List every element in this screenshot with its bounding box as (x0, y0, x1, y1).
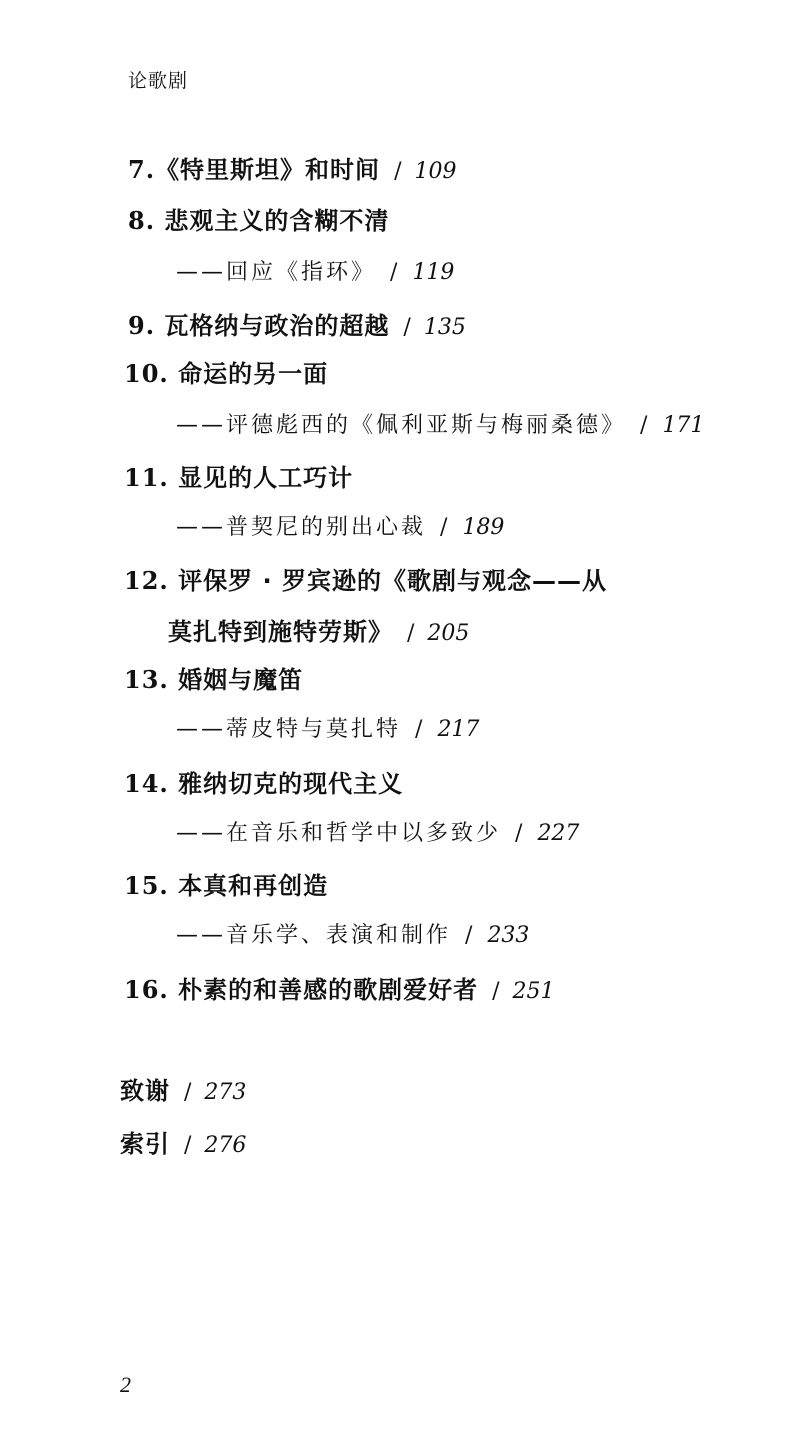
toc-entry-index[interactable] (120, 1124, 246, 1159)
toc-page-number: 251 (512, 979, 555, 1004)
toc-entry-10[interactable] (124, 354, 328, 389)
toc-title: 悲观主义的含糊不清 (164, 207, 390, 235)
toc-title: 命运的另一面 (178, 360, 329, 388)
toc-separator: / (390, 260, 401, 285)
toc-subentry-11[interactable] (176, 510, 504, 541)
toc-entry-12-continued[interactable] (168, 612, 469, 647)
toc-subtitle: ——回应《指环》 (176, 260, 377, 285)
toc-page-number: 276 (204, 1133, 247, 1158)
toc-separator: / (394, 159, 403, 184)
toc-page-number: 273 (204, 1080, 247, 1105)
toc-separator: / (407, 621, 416, 646)
toc-subentry-10[interactable] (176, 408, 704, 439)
toc-number: 13. (124, 665, 169, 694)
toc-number: 11. (124, 463, 169, 492)
toc-title: 雅纳切克的现代主义 (178, 770, 404, 798)
toc-number: 12. (124, 566, 169, 595)
toc-subtitle: ——音乐学、表演和制作 (176, 923, 452, 948)
toc-subentry-13[interactable] (176, 712, 479, 743)
toc-page-number: 227 (537, 821, 580, 846)
running-head: 论歌剧 (128, 70, 189, 92)
toc-title: 朴素的和善感的歌剧爱好者 (178, 976, 479, 1004)
toc-subentry-14[interactable] (176, 816, 579, 847)
toc-subentry-8[interactable] (176, 255, 454, 286)
toc-entry-8[interactable] (128, 201, 389, 236)
toc-title: 瓦格纳与政治的超越 (164, 312, 390, 340)
toc-page-number: 205 (427, 621, 470, 646)
toc-separator: / (515, 821, 526, 846)
toc-number: 7. (128, 155, 156, 184)
toc-subtitle: ——在音乐和哲学中以多致少 (176, 821, 502, 846)
toc-title: 索引 (120, 1130, 170, 1158)
toc-number: 9. (128, 311, 156, 340)
toc-entry-14[interactable] (124, 764, 403, 799)
toc-title: 显见的人工巧计 (178, 464, 354, 492)
toc-number: 14. (124, 769, 169, 798)
page-number: 2 (120, 1372, 131, 1397)
toc-entry-11[interactable] (124, 458, 353, 493)
toc-separator: / (415, 717, 426, 742)
toc-entry-acknowledgements[interactable] (120, 1071, 246, 1106)
toc-title: 致谢 (120, 1077, 170, 1105)
toc-entry-9[interactable] (128, 306, 466, 341)
toc-title: 《特里斯坦》和时间 (155, 156, 381, 184)
toc-number: 16. (124, 975, 169, 1004)
toc-number: 8. (128, 206, 156, 235)
toc-separator: / (640, 413, 651, 438)
toc-number: 10. (124, 359, 169, 388)
toc-entry-13[interactable] (124, 660, 303, 695)
toc-entry-15[interactable] (124, 866, 328, 901)
toc-separator: / (184, 1080, 193, 1105)
toc-subtitle: ——普契尼的别出心裁 (176, 515, 427, 540)
toc-title: 婚姻与魔笛 (178, 666, 304, 694)
toc-separator: / (440, 515, 451, 540)
toc-page-number: 109 (414, 159, 457, 184)
toc-entry-16[interactable] (124, 970, 555, 1005)
toc-page-number: 119 (412, 260, 455, 285)
toc-separator: / (184, 1133, 193, 1158)
toc-separator: / (492, 979, 501, 1004)
toc-subentry-15[interactable] (176, 918, 529, 949)
toc-subtitle: ——蒂皮特与莫扎特 (176, 717, 402, 742)
toc-page-number: 171 (662, 413, 705, 438)
toc-entry-12[interactable] (124, 561, 607, 596)
toc-entry-7[interactable] (128, 150, 456, 185)
toc-page-number: 135 (423, 315, 466, 340)
toc-title: 评保罗 · 罗宾逊的《歌剧与观念——从 (178, 567, 607, 595)
toc-subtitle: ——评德彪西的《佩利亚斯与梅丽桑德》 (176, 413, 627, 438)
toc-title: 本真和再创造 (178, 872, 329, 900)
toc-page-number: 233 (487, 923, 530, 948)
toc-title-continued: 莫扎特到施特劳斯》 (168, 618, 393, 646)
toc-separator: / (403, 315, 412, 340)
toc-number: 15. (124, 871, 169, 900)
toc-page-number: 189 (462, 515, 505, 540)
toc-page-number: 217 (437, 717, 480, 742)
toc-separator: / (465, 923, 476, 948)
